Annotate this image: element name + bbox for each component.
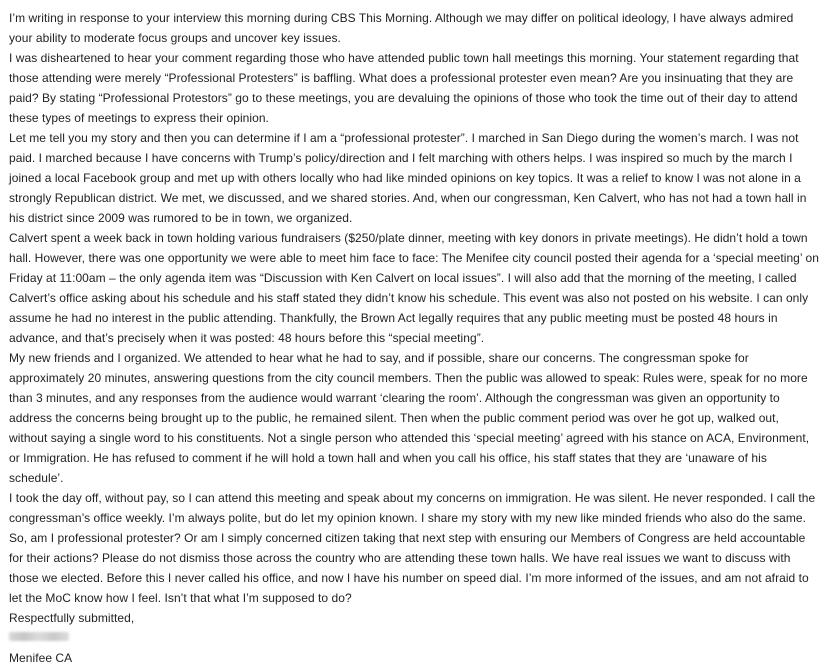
location-line: Menifee CA [9,651,73,665]
paragraph-organized: My new friends and I organized. We attended to hear what he had to say, and if possible, share our concerns. The congressman spoke for approximately 20 minutes, answering questions from the city council members. Then the public was allowed to speak: Rules were, speak for no more than 3 minutes, and any responses from the audience would warrant ‘clearing the room’. Although the congressman was given an opportunity to address the concerns being brought up to the public, he remained silent. Then when the public comment period was over he got up, walked out, without saying a single word to his constituents. Not a single person who attended this ‘special meeting’ agreed with his stance on ACA, Environment, or Immigration. He has refused to comment if he will hold a town hall and when you call his office, his staff states that they are ‘unaware of his schedule’. [9,351,810,485]
paragraph-my-story: Let me tell you my story and then you can determine if I am a “professional protester”. I marched in San Diego during the women’s march. I was not paid. I marched because I have concerns with Trump’s policy/direction and I felt marching with others helps. I was inspired so much by the march I joined a local Facebook group and met up with others locally who had like minded opinions on key topics. It was a relief to know I was not alone in a strongly Republican district. We met, we discussed, and we shared stories. And, when our congressman, Ken Calvert, who has not had a town hall in his district since 2009 was rumored to be in town, we organized. [9,131,807,225]
paragraph-professional-protesters: I was disheartened to hear your comment regarding those who have attended public town hall meetings this morning. Your statement regarding that those attending were merely “Professional Protesters” is baffling. What does a professional protester even mean? Are you insinuating that they are paid? By stating “Professional Protestors” go to these meetings, you are devaluing the opinions of those who took the time out of their day to attend these types of meetings to express their opinion. [9,51,799,125]
paragraph-conclusion: So, am I professional protester? Or am I simply concerned citizen taking that next step with ensuring our Members of Congress are held accountable for their actions? Please do not dismiss those across the country who are attending these town halls. We have real issues we want to discuss with those we elected. Before this I never called his office, and now I have his number on speed dial. I’m more informed of the issues, and am not afraid to let the MoC know how I feel. Isn’t that what I’m supposed to do? [9,531,809,605]
paragraph-interview: I’m writing in response to your interview this morning during CBS This Morning. Although we may differ on political ideology, I have always admired your ability to moderate focus groups and uncover key issues. [9,11,794,45]
paragraph-calvert-week: Calvert spent a week back in town holding various fundraisers ($250/plate dinner, meeting with key donors in private meetings). He didn’t hold a town hall. However, there was one opportunity we were able to meet him face to face: The Menifee city council posted their agenda for a ‘special meeting’ on Friday at 11:00am – the only agenda item was “Discussion with Ken Calvert on local issues”. I will also add that the morning of the meeting, I called Calvert’s office asking about his schedule and his staff stated they didn’t know his schedule. This event was also not posted on his website. I can only assume he had no interest in the public attending. Thankfully, the Brown Act legally requires that any public meeting must be posted 48 hours in advance, and that’s precisely when it was posted: 48 hours before this “special meeting”. [9,231,819,345]
redacted-name [9,632,69,641]
signature-line [9,628,819,648]
paragraph-day-off: I took the day off, without pay, so I can attend this meeting and speak about my concerns on immigration. He was silent. He never responded. I call the congressman’s office weekly. I’m always polite, but do let my opinion known. I share my story with my new like minded friends who also do the same. [9,491,816,525]
closing-line: Respectfully submitted, [9,611,135,625]
